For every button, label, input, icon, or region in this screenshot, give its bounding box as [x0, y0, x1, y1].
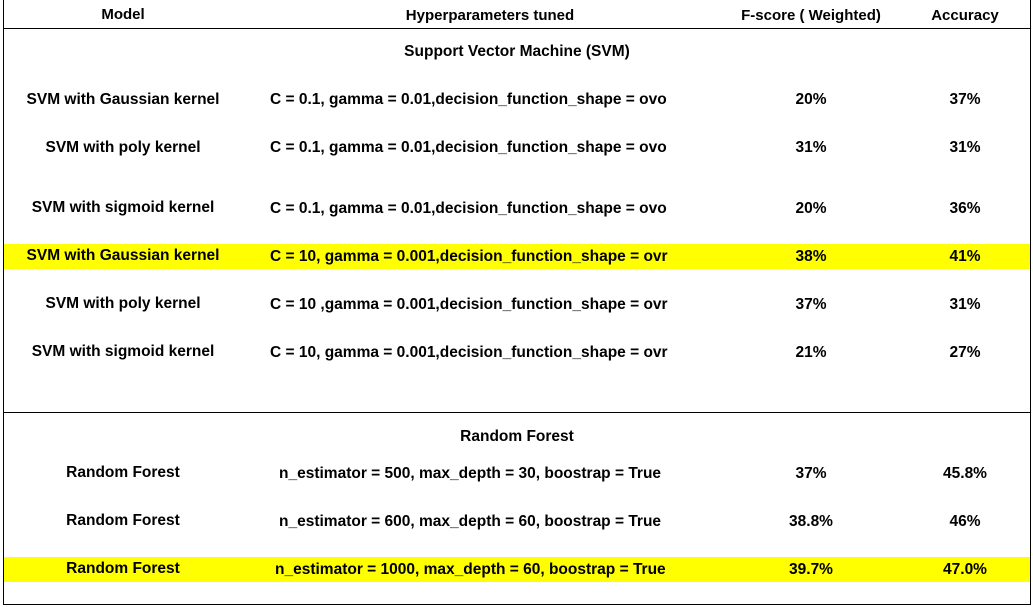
cell-hyperparameters: n_estimator = 600, max_depth = 60, boostrap = True [279, 513, 662, 530]
cell-fscore: 31% [795, 139, 827, 156]
cell-hyperparameters: C = 10, gamma = 0.001,decision_function_shape = ovr [270, 344, 668, 361]
cell-model: SVM with sigmoid kernel [31, 343, 215, 360]
cell-fscore: 37% [795, 296, 827, 313]
cell-fscore: 37% [795, 465, 827, 482]
cell-fscore: 39.7% [789, 561, 833, 578]
header-divider [3, 28, 1031, 29]
cell-hyperparameters: n_estimator = 1000, max_depth = 60, boostrap = True [275, 561, 666, 578]
cell-model: SVM with poly kernel [45, 295, 201, 312]
header-fscore: F-score ( Weighted) [741, 7, 881, 24]
cell-accuracy: 45.8% [943, 465, 987, 482]
header-accuracy: Accuracy [931, 7, 999, 24]
cell-model: SVM with Gaussian kernel [26, 91, 220, 108]
cell-hyperparameters: C = 0.1, gamma = 0.01,decision_function_shape = ovo [270, 200, 667, 217]
cell-fscore: 20% [795, 91, 827, 108]
cell-hyperparameters: C = 0.1, gamma = 0.01,decision_function_shape = ovo [270, 139, 667, 156]
cell-accuracy: 27% [949, 344, 981, 361]
cell-hyperparameters: C = 10 ,gamma = 0.001,decision_function_shape = ovr [270, 296, 668, 313]
cell-model: Random Forest [66, 512, 180, 529]
cell-accuracy: 47.0% [943, 561, 987, 578]
section-title-random-forest: Random Forest [460, 428, 574, 445]
cell-model: Random Forest [66, 464, 180, 481]
cell-fscore: 20% [795, 200, 827, 217]
cell-accuracy: 36% [949, 200, 981, 217]
cell-fscore: 21% [795, 344, 827, 361]
cell-accuracy: 41% [949, 248, 981, 265]
header-model: Model [101, 6, 145, 23]
cell-fscore: 38.8% [789, 513, 833, 530]
cell-hyperparameters: C = 10, gamma = 0.001,decision_function_shape = ovr [270, 248, 668, 265]
cell-accuracy: 46% [949, 513, 981, 530]
header-hyperparameters: Hyperparameters tuned [405, 7, 575, 24]
cell-model: SVM with sigmoid kernel [31, 199, 215, 216]
cell-hyperparameters: C = 0.1, gamma = 0.01,decision_function_shape = ovo [270, 91, 667, 108]
cell-model: SVM with poly kernel [45, 139, 201, 156]
section-divider [3, 412, 1031, 413]
cell-hyperparameters: n_estimator = 500, max_depth = 30, boostrap = True [279, 465, 662, 482]
cell-accuracy: 31% [949, 139, 981, 156]
cell-model: SVM with Gaussian kernel [26, 247, 220, 264]
section-title-svm: Support Vector Machine (SVM) [404, 43, 630, 60]
cell-model: Random Forest [66, 560, 180, 577]
cell-accuracy: 37% [949, 91, 981, 108]
cell-fscore: 38% [795, 248, 827, 265]
cell-accuracy: 31% [949, 296, 981, 313]
